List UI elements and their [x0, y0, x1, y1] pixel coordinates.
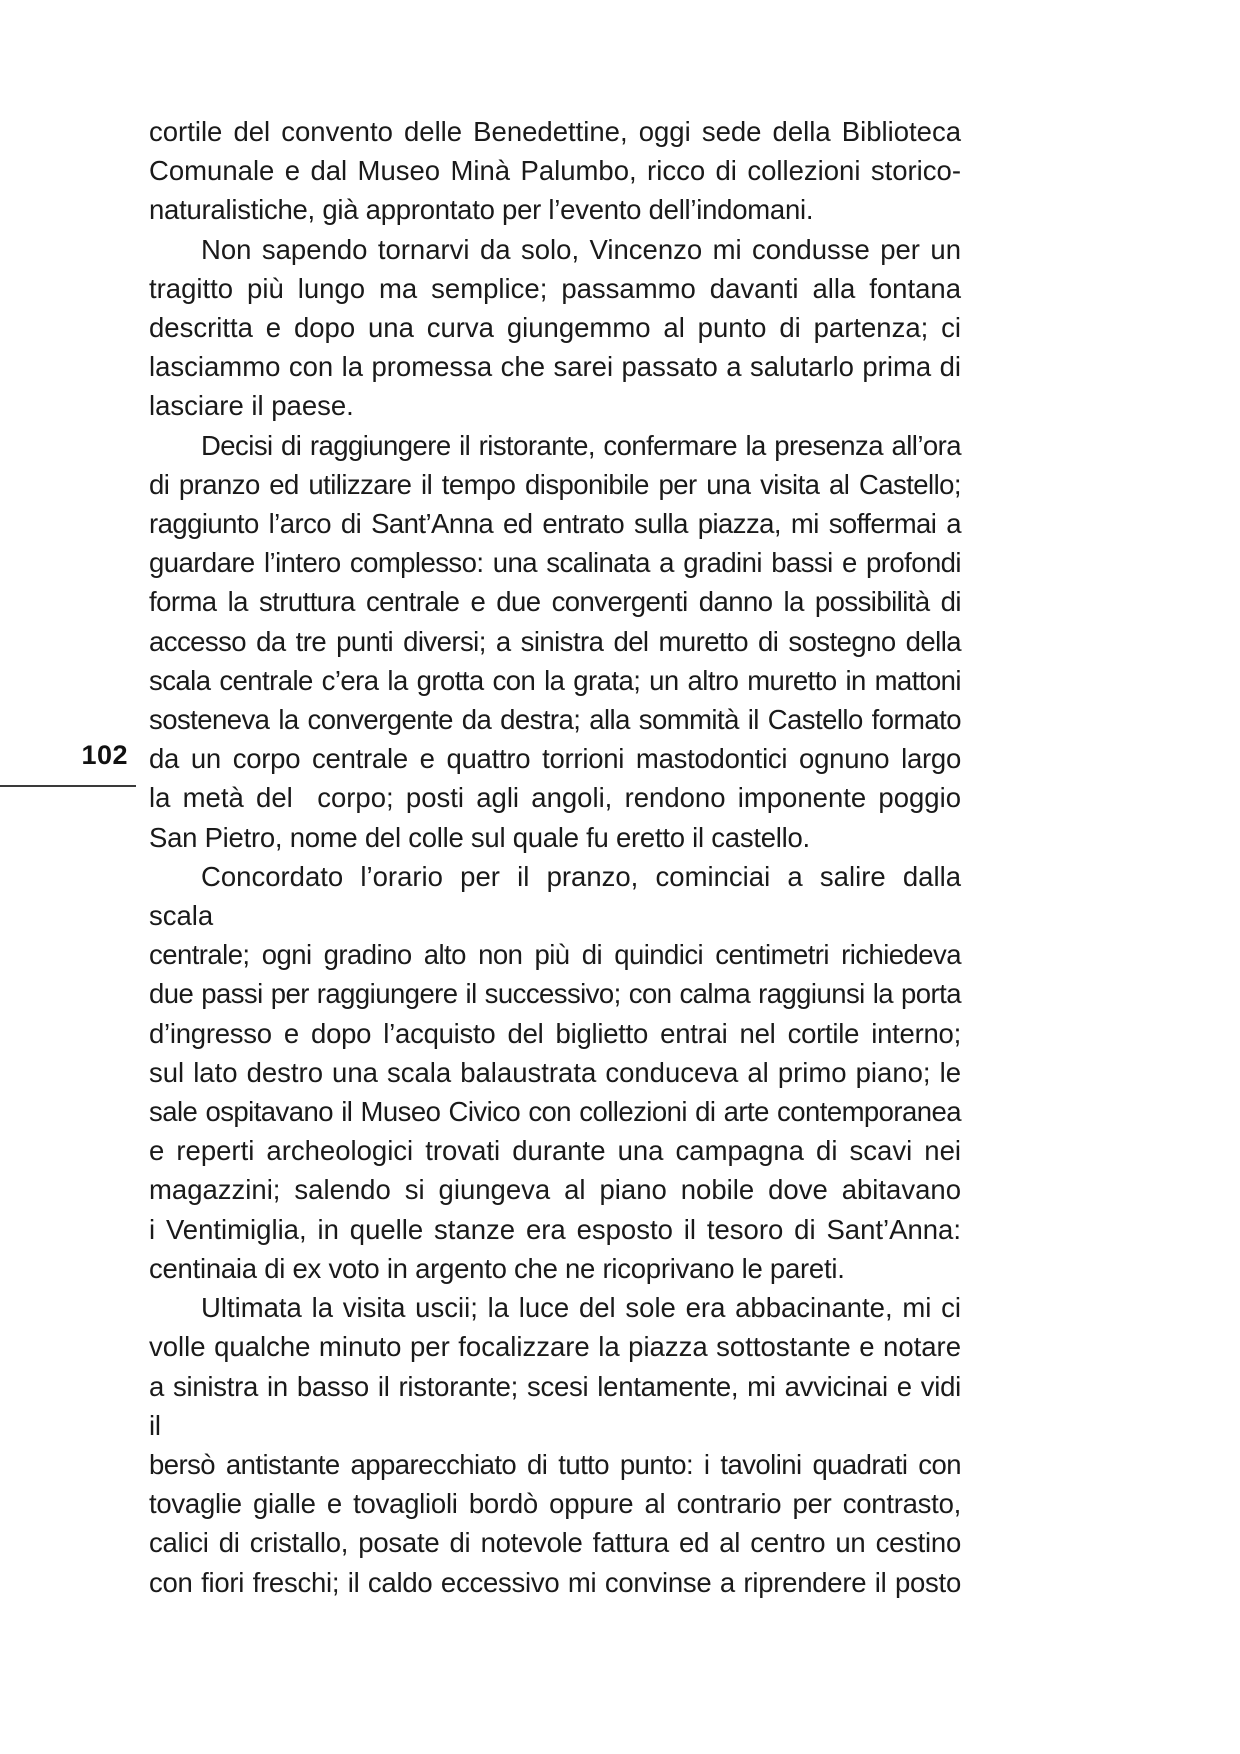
text-line: centinaia di ex voto in argento che ne ricoprivano le pareti.	[149, 1252, 845, 1284]
text-line: da un corpo centrale e quattro torrioni mastodontici ognuno largo	[149, 743, 961, 775]
text-line: di pranzo ed utilizzare il tempo disponibile per una visita al Castello;	[149, 468, 961, 500]
paragraph	[149, 230, 961, 426]
paragraph	[149, 857, 970, 1288]
text-column	[149, 112, 970, 1602]
text-line: magazzini; salendo si giungeva al piano nobile dove abitavano	[149, 1174, 961, 1206]
text-line: a sinistra in basso il ristorante; scesi lentamente, mi avvicinai e vidi il	[149, 1370, 969, 1441]
text-line: Non sapendo tornarvi da solo, Vincenzo mi condusse per un	[201, 233, 961, 265]
text-line: forma la struttura centrale e due convergenti danno la possibilità di	[149, 586, 961, 618]
text-line: naturalistiche, già approntato per l’evento dell’indomani.	[149, 194, 814, 226]
text-line: descritta e dopo una curva giungemmo al punto di partenza; ci	[149, 312, 961, 344]
text-line: bersò antistante apparecchiato di tutto punto: i tavolini quadrati con	[149, 1448, 961, 1480]
text-line: la metà del corpo; posti agli angoli, rendono imponente poggio	[149, 782, 961, 814]
paragraph	[149, 426, 961, 857]
text-line: Decisi di raggiungere il ristorante, confermare la presenza all’ora	[201, 429, 961, 461]
text-line: d’ingresso e dopo l’acquisto del biglietto entrai nel cortile interno;	[149, 1017, 961, 1049]
text-line: San Pietro, nome del colle sul quale fu eretto il castello.	[149, 821, 810, 853]
text-line: sosteneva la convergente da destra; alla sommità il Castello formato	[149, 704, 961, 736]
text-line: Ultimata la visita uscii; la luce del sole era abbacinante, mi ci	[201, 1292, 961, 1324]
text-line: cortile del convento delle Benedettine, oggi sede della Biblioteca	[149, 116, 961, 147]
text-line: accesso da tre punti diversi; a sinistra del muretto di sostegno della	[149, 625, 961, 657]
text-line: tragitto più lungo ma semplice; passammo davanti alla fontana	[149, 272, 961, 304]
text-line: guardare l’intero complesso: una scalinata a gradini bassi e profondi	[149, 547, 961, 579]
folio-rule	[0, 785, 136, 787]
text-line: calici di cristallo, posate di notevole fattura ed al centro un cestino	[149, 1527, 961, 1559]
text-line: tovaglie gialle e tovaglioli bordò oppure al contrario per contrasto,	[149, 1488, 961, 1520]
text-line: lasciammo con la promessa che sarei passato a salutarlo prima di	[149, 351, 961, 383]
text-line: due passi per raggiungere il successivo; con calma raggiunsi la porta	[149, 978, 961, 1010]
text-line: sale ospitavano il Museo Civico con collezioni di arte contemporanea	[149, 1096, 961, 1128]
text-line: con fiori freschi; il caldo eccessivo mi convinse a riprendere il posto	[149, 1566, 961, 1598]
text-line: Concordato l’orario per il pranzo, cominciai a salire dalla scala	[149, 860, 970, 932]
text-line: Comunale e dal Museo Minà Palumbo, ricco di collezioni storico-	[149, 155, 961, 187]
text-line: lasciare il paese.	[149, 390, 354, 422]
text-line: centrale; ogni gradino alto non più di quindici centimetri richiedeva	[149, 939, 961, 971]
text-line: scala centrale c’era la grotta con la grata; un altro muretto in mattoni	[149, 664, 961, 696]
paragraph	[149, 1288, 969, 1602]
text-line: raggiunto l’arco di Sant’Anna ed entrato sulla piazza, mi soffermai a	[149, 508, 961, 540]
page-folio	[0, 742, 136, 812]
page-number: 102	[81, 740, 128, 770]
text-line: sul lato destro una scala balaustrata conduceva al primo piano; le	[149, 1056, 961, 1088]
text-line: e reperti archeologici trovati durante una campagna di scavi nei	[149, 1135, 961, 1167]
paragraph	[149, 112, 961, 230]
text-line: volle qualche minuto per focalizzare la piazza sottostante e notare	[149, 1331, 961, 1363]
text-line: i Ventimiglia, in quelle stanze era esposto il tesoro di Sant’Anna:	[149, 1213, 961, 1245]
